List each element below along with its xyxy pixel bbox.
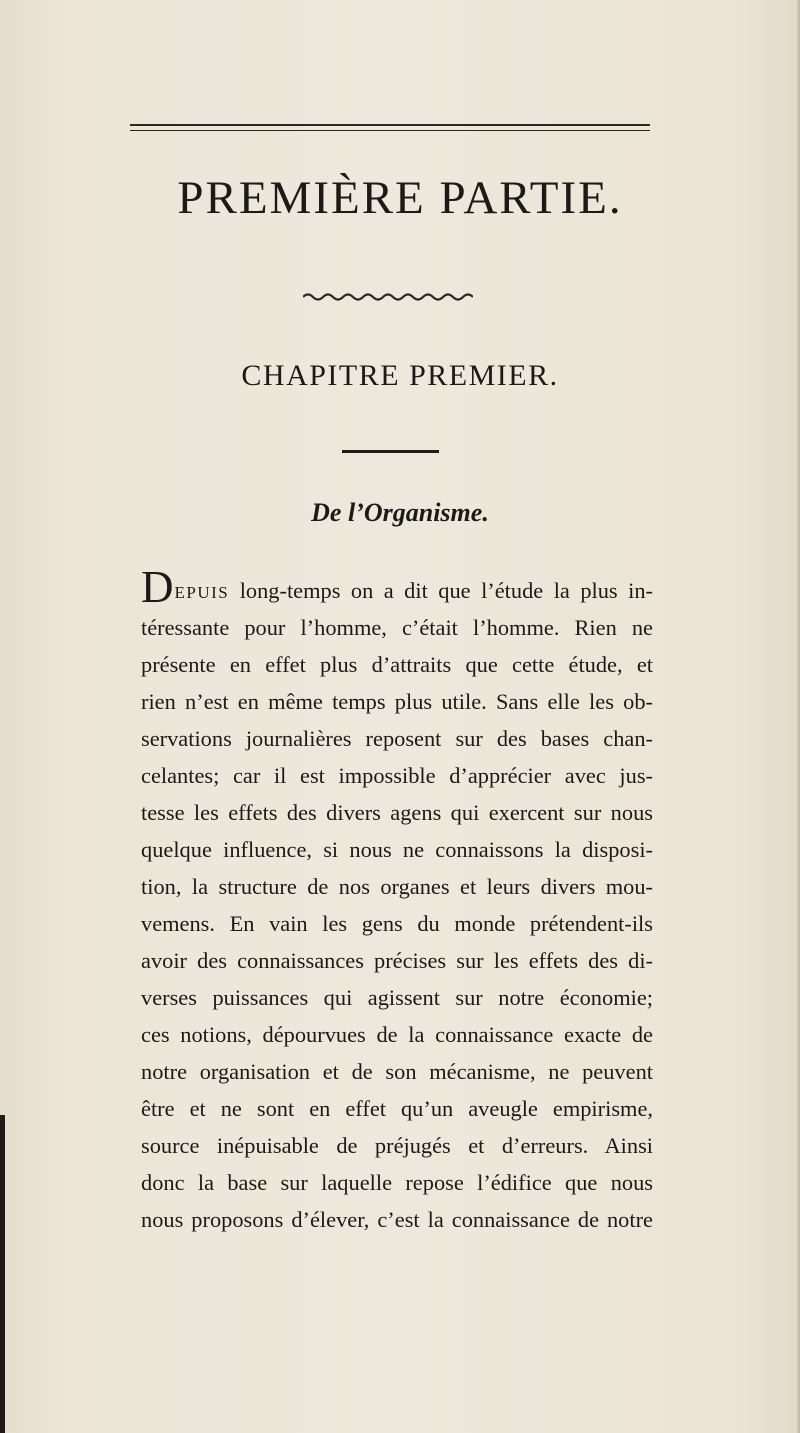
text-line-10: vemens. En vain les gens du monde prétendent-ils [141, 911, 653, 936]
first-word-smallcaps: EPUIS [174, 583, 230, 602]
text-line-1 [141, 562, 653, 612]
text-line-17: donc la base sur laquelle repose l’édifice que nous [141, 1170, 653, 1195]
header-double-rule [130, 124, 650, 131]
text-line-13: ces notions, dépourvues de la connaissance exacte de [141, 1022, 653, 1047]
text-line-3: présente en effet plus d’attraits que cette étude, et [141, 652, 653, 677]
drop-cap: D [141, 562, 174, 612]
text-line-12: verses puissances qui agissent sur notre économie; [141, 985, 653, 1010]
text-line-7: tesse les effets des divers agens qui exercent sur nous [141, 800, 653, 825]
binding-edge-shadow [0, 1115, 5, 1433]
text-line-5: servations journalières reposent sur des bases chan- [141, 726, 653, 751]
part-title: PREMIÈRE PARTIE. [177, 172, 623, 224]
text-line-18: nous proposons d’élever, c’est la connaissance de notre [141, 1207, 653, 1232]
text-line-2: téressante pour l’homme, c’était l’homme. Rien ne [141, 615, 653, 640]
chapter-subtitle: De l’Organisme. [311, 498, 489, 527]
chapter-title: CHAPITRE PREMIER. [241, 359, 559, 392]
text-line-11: avoir des connaissances précises sur les effets des di- [141, 948, 653, 973]
text-line-14: notre organisation et de son mécanisme, ne peuvent [141, 1059, 653, 1084]
text-line-1-rest: long-temps on a dit que l’étude la plus in- [229, 578, 653, 603]
text-line-6: celantes; car il est impossible d’apprécier avec jus- [141, 763, 653, 788]
text-line-16: source inépuisable de préjugés et d’erreurs. Ainsi [141, 1133, 653, 1158]
text-line-9: tion, la structure de nos organes et leurs divers mou- [141, 874, 653, 899]
text-line-15: être et ne sont en effet qu’un aveugle empirisme, [141, 1096, 653, 1121]
text-line-8: quelque influence, si nous ne connaissons la disposi- [141, 837, 653, 862]
page-edge-shade [796, 0, 800, 1433]
chapter-rule [342, 450, 439, 453]
body-paragraph [141, 562, 653, 1238]
text-line-4: rien n’est en même temps plus utile. Sans elle les ob- [141, 689, 653, 714]
wavy-ornament-divider [303, 292, 473, 302]
